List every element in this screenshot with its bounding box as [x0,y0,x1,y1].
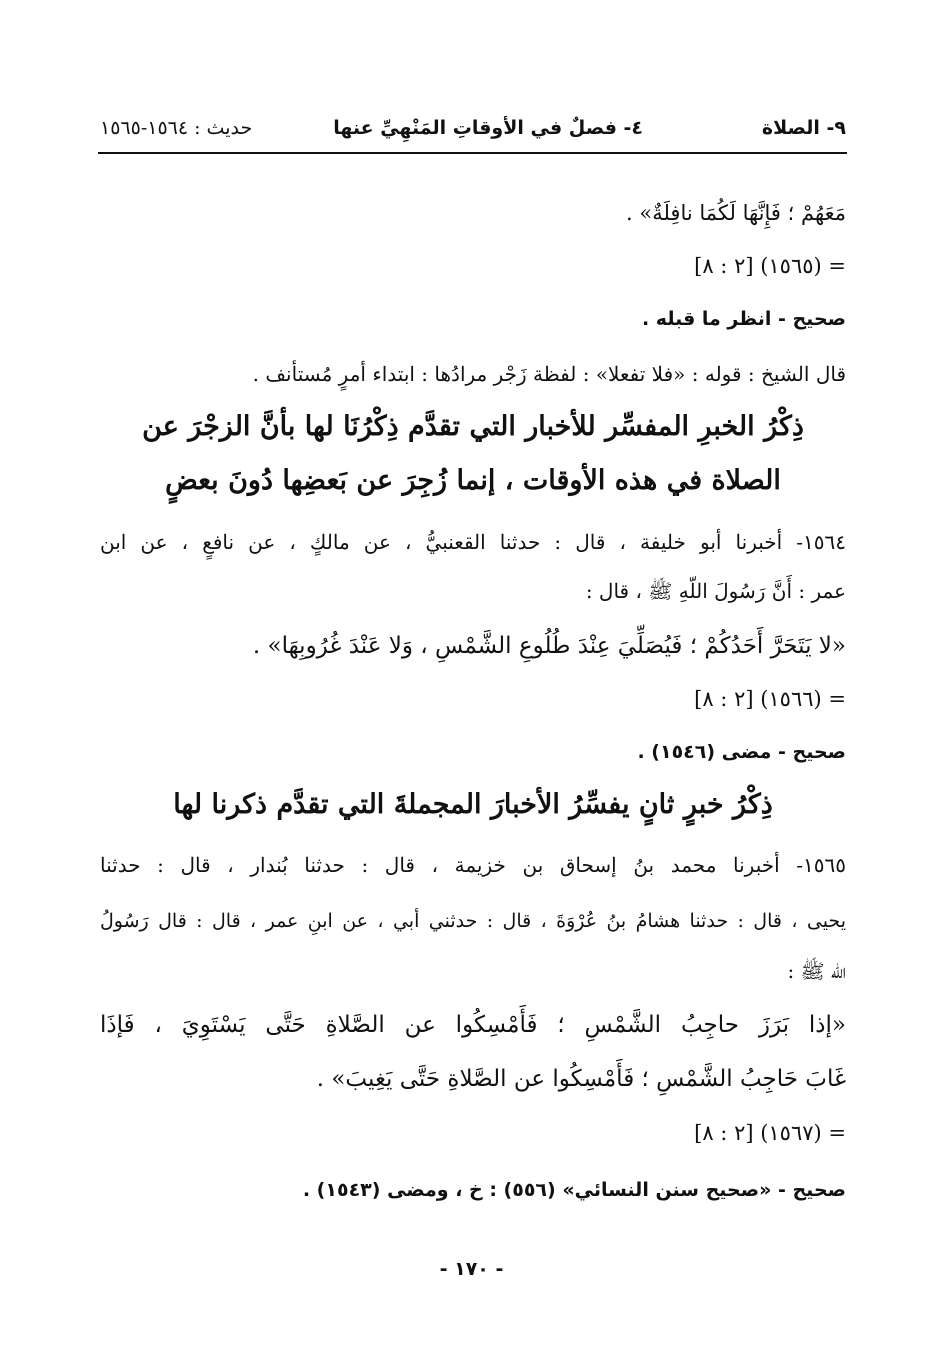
isnad-line: يحيى ، قال : حدثنا هشامُ بنُ عُرْوَةَ ، قال : حدثني أبي ، عن ابنِ عمر ، قال : قال رَسُولُ [100,910,846,932]
reference-line: = (١٥٦٧) [٢ : ٨] [694,1121,846,1145]
grading-line: صحيح - «صحيح سنن النسائي» (٥٥٦) : خ ، ومضى (١٥٤٣) . [302,1179,846,1201]
text-line: مَعَهُمْ ؛ فَإِنَّهَا لَكُمَا نافِلَةٌ» . [626,201,846,225]
isnad-line: اللّه ﷺ : [787,959,846,983]
page-number: - ١٧٠ - [439,1258,504,1280]
isnad-line: ١٥٦٥- أخبرنا محمد بنُ إسحاق بن خزيمة ، قال : حدثنا بُندار ، قال : حدثنا [100,853,846,877]
reference-line: = (١٥٦٥) [٢ : ٨] [694,254,846,278]
hadith-text: «لا يَتَحَرَّ أَحَدُكُمْ ؛ فَيُصَلِّيَ عِنْدَ طُلُوعِ الشَّمْسِ ، وَلا عَنْدَ غُرُوبِهَا» . [252,633,846,659]
header-section: ٤- فصلٌ في الأوقاتِ المَنْهِيِّ عنها [333,117,643,139]
grading-line: صحيح - انظر ما قبله . [641,308,846,330]
isnad-line: عمر : أَنَّ رَسُولَ اللّهِ ﷺ ، قال : [585,579,846,603]
chapter-heading-2: ذِكْرُ خبرٍ ثانٍ يفسِّرُ الأخبارَ المجملةَ التي تقدَّم ذكرنا لها [173,789,773,820]
chapter-heading-1a: ذِكْرُ الخبرِ المفسِّر للأخبار التي تقدَّم ذِكْرُنَا لها بأنَّ الزجْرَ عن [142,411,804,442]
header-rule [98,152,847,154]
hadith-text: «إذا بَرَزَ حاجِبُ الشَّمْسِ ؛ فَأَمْسِكُوا عن الصَّلاةِ حَتَّى يَسْتَوِيَ ، فَإذَا [100,1012,846,1038]
sheikh-comment: قال الشيخ : قوله : «فلا تفعلا» : لفظة زَجْر مرادُها : ابتداء أمرٍ مُستأنف . [252,362,846,386]
hadith-text: غَابَ حَاجِبُ الشَّمْسِ ؛ فَأَمْسِكُوا عن الصَّلاةِ حَتَّى يَغِيبَ» . [316,1066,846,1092]
header-chapter: ٩- الصلاة [761,117,846,139]
chapter-heading-1b: الصلاة في هذه الأوقات ، إنما زُجِرَ عن بَعضِها دُونَ بعضٍ [165,465,781,496]
reference-line: = (١٥٦٦) [٢ : ٨] [694,687,846,711]
isnad-line: ١٥٦٤- أخبرنا أبو خليفة ، قال : حدثنا القعنبيُّ ، عن مالكٍ ، عن نافعٍ ، عن ابن [100,530,846,554]
header-hadith-range: حديث : ١٥٦٤-١٥٦٥ [100,117,253,139]
grading-line: صحيح - مضى (١٥٤٦) . [637,741,846,763]
